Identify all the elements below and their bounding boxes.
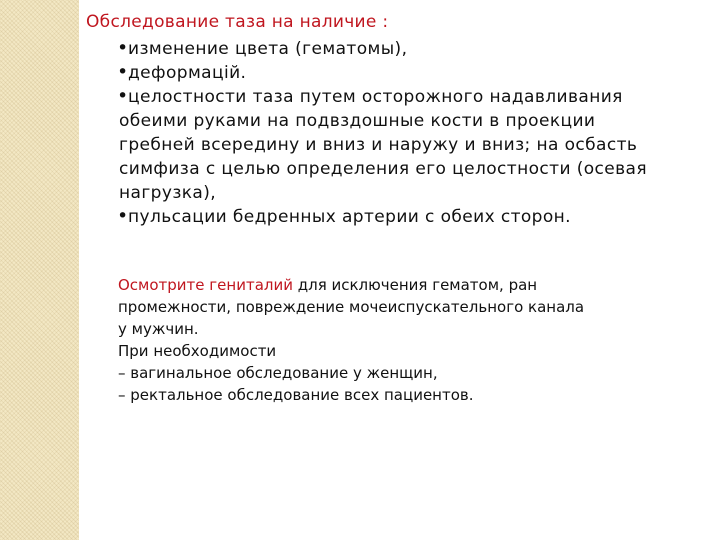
bullet-item-femoral-pulse [119, 205, 659, 229]
bullet-item-pelvis-integrity [119, 85, 659, 205]
genital-line-1 [118, 274, 698, 296]
genital-line-5: – вагинальное обследование у женщин, [118, 364, 438, 382]
bullet-item-color-change [119, 37, 659, 61]
bullet-text: • изменение цвета (гематомы), [128, 39, 408, 59]
bullet-text: • целостности таза путем осторожного надавливания обеими руками на подвздошные кости в проекции гребней всередину и вниз и наружу и вниз; на осбасть симфиза с целью определения его целостности (осевая нагрузка), [119, 87, 648, 203]
genital-line-3: у мужчин. [118, 320, 199, 338]
genital-exam-paragraph [118, 274, 698, 406]
bullet-item-deformation [119, 61, 659, 85]
decorative-side-strip [0, 0, 79, 540]
bullet-text: • деформацій. [128, 63, 247, 83]
genital-line-2: промежности, повреждение мочеиспускательного канала [118, 298, 585, 316]
exam-heading: Обследование таза на наличие : [86, 12, 389, 32]
exam-bullet-list [119, 37, 659, 229]
genital-line-4: При необходимости [118, 342, 277, 360]
bullet-text: • пульсации бедренных артерии с обеих сторон. [128, 207, 571, 227]
genital-line-1-rest: для исключения гематом, ран [292, 276, 538, 294]
genital-exam-accent: Осмотрите гениталий [118, 276, 293, 294]
genital-line-6: – ректальное обследование всех пациентов. [118, 386, 474, 404]
